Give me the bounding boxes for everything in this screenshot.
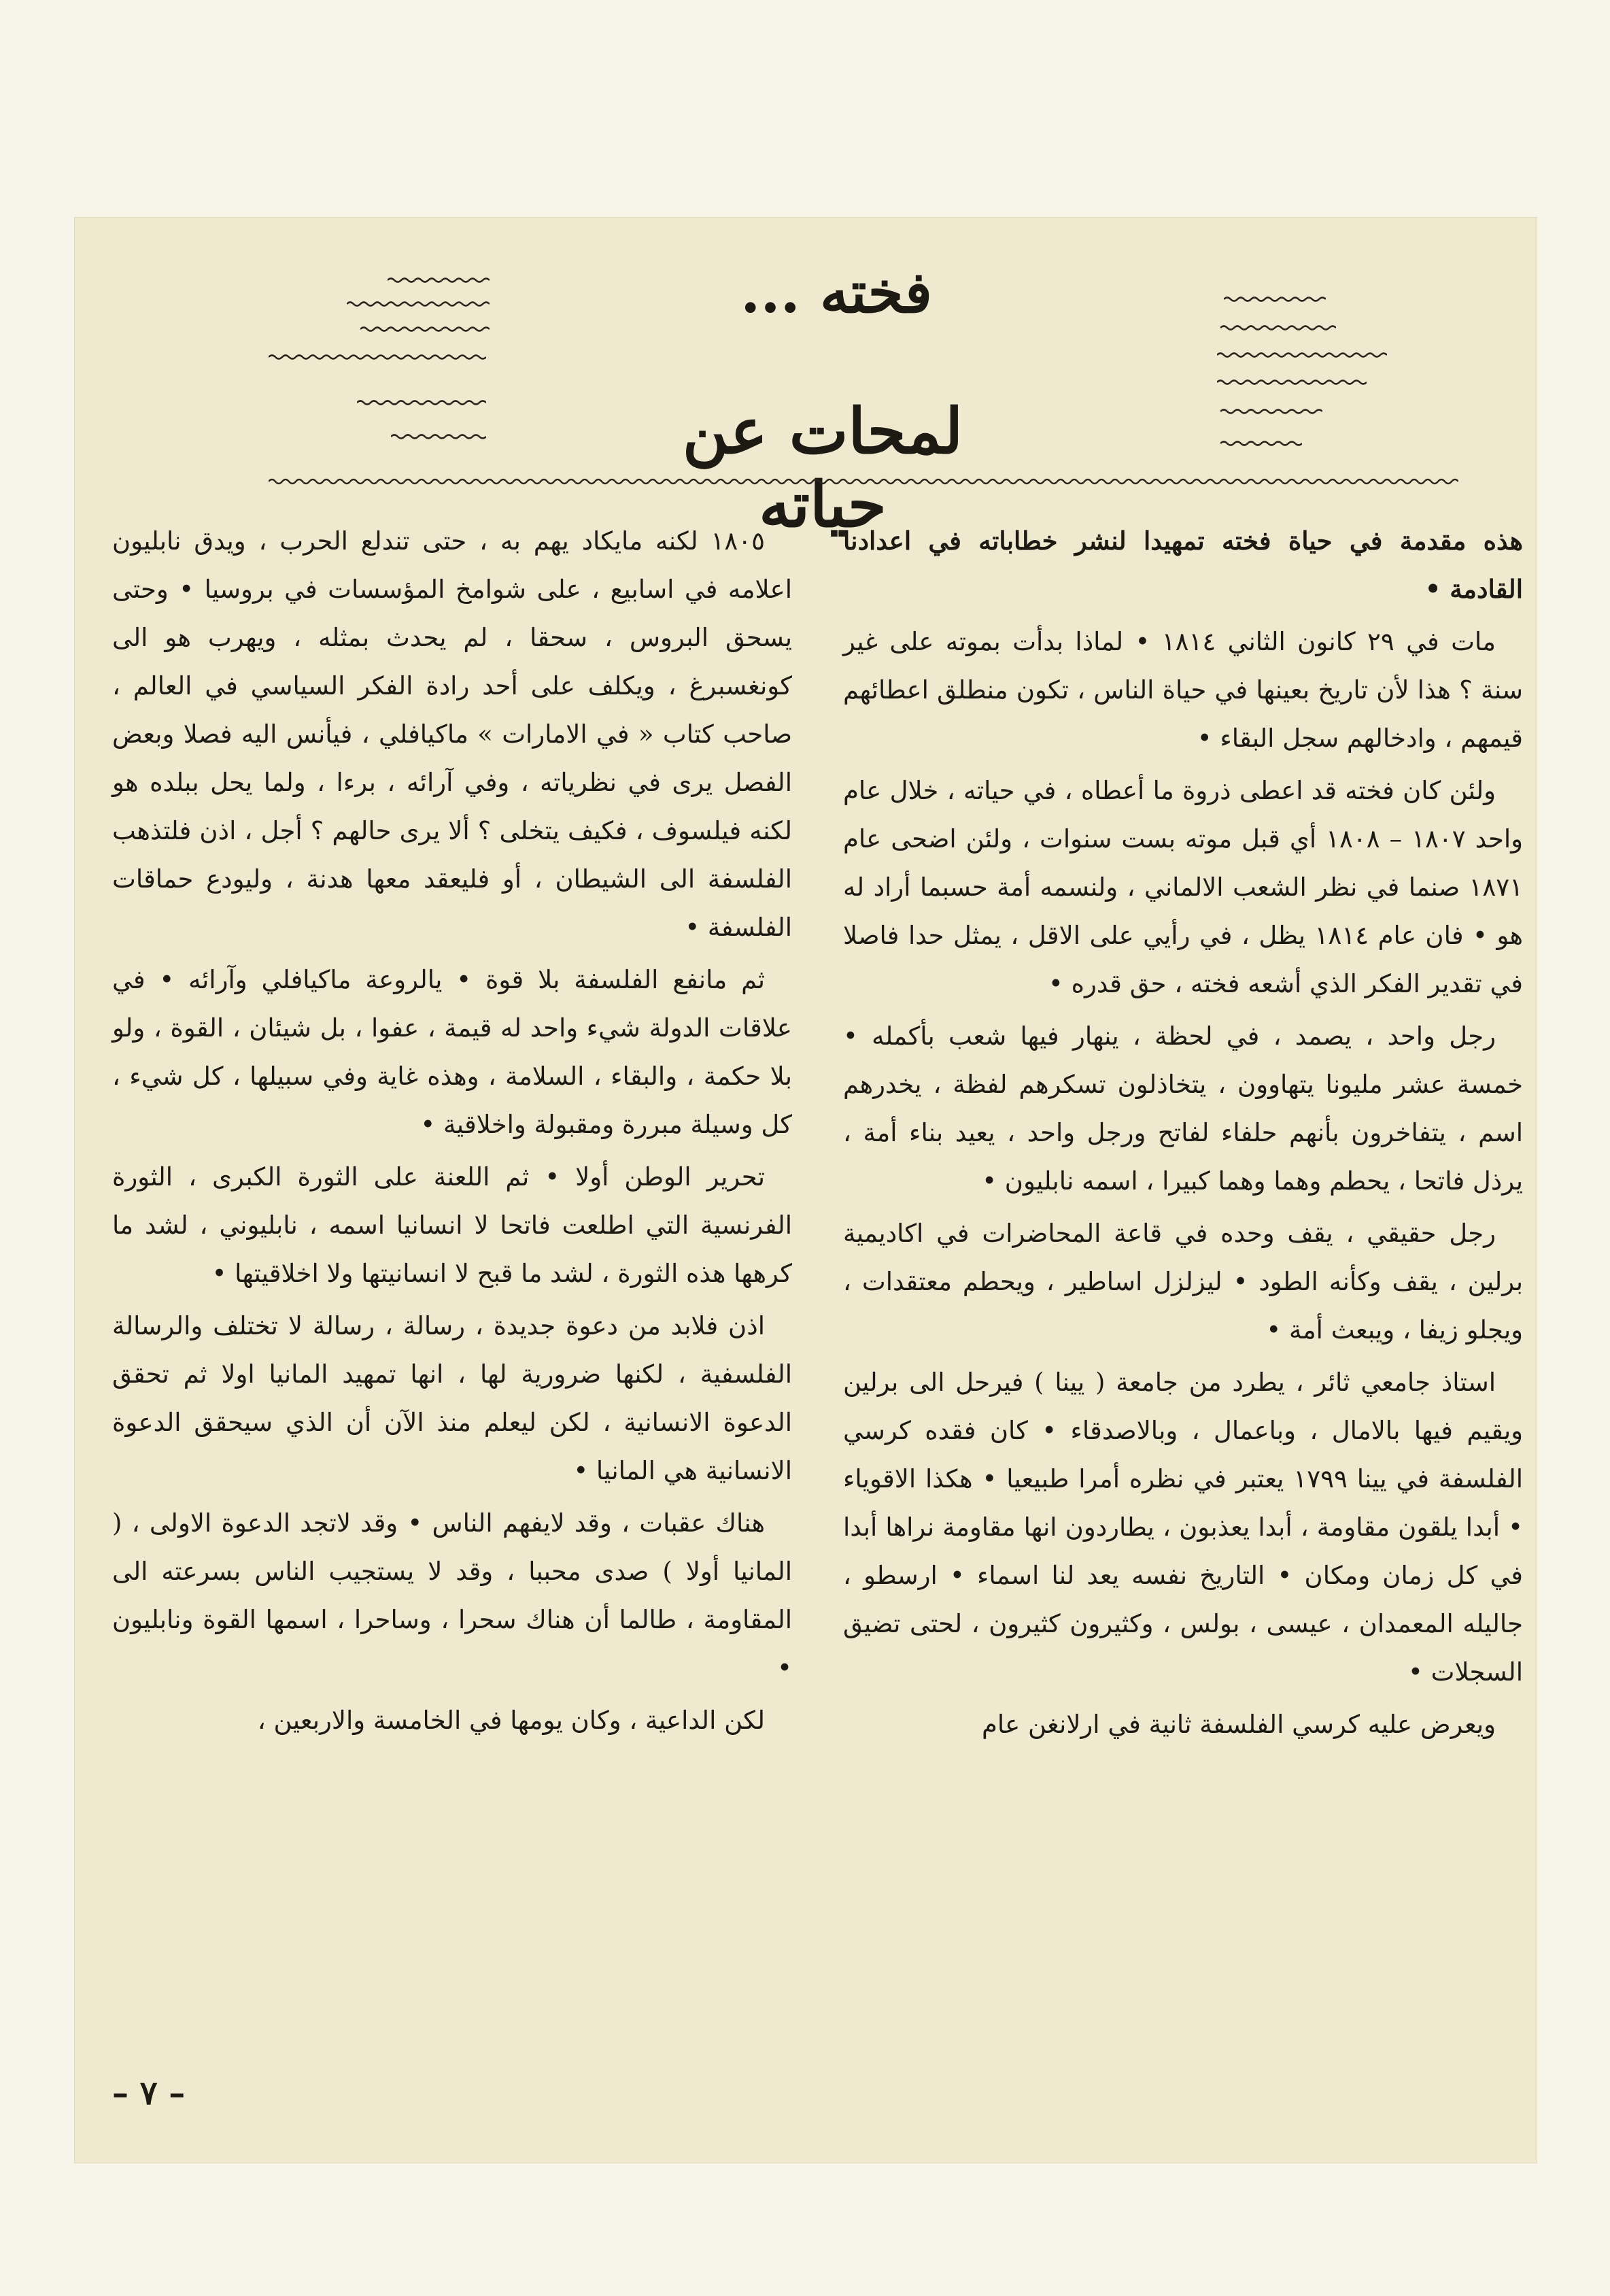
ornament-wave-left-4 <box>269 352 486 362</box>
body-paragraph: ثم مانفع الفلسفة بلا قوة • يالروعة ماكيافلي وآرائه • في علاقات الدولة شيء واحد له قيمة ، عفوا ، بل شيئان ، القوة ، ولو بلا حكمة ، والبقاء ، السلامة ، وهذه غاية وفي سبيلها ، كل شيء ، كل وسيلة مبررة ومقبولة واخلاقية • <box>112 965 792 1139</box>
body-paragraph: لكن الداعية ، وكان يومها في الخامسة والاربعين ، <box>257 1706 765 1735</box>
ornament-wave-right-4 <box>1217 377 1367 387</box>
ornament-wave-right-3 <box>1217 350 1387 360</box>
body-paragraph: ويعرض عليه كرسي الفلسفة ثانية في ارلانغن عام <box>982 1710 1496 1739</box>
intro-paragraph: هذه مقدمة في حياة فخته تمهيدا لنشر خطاباته في اعدادنا القادمة • <box>843 526 1523 604</box>
body-paragraph: رجل واحد ، يصمد ، في لحظة ، ينهار فيها شعب بأكمله • خمسة عشر مليونا يتهاوون ، يتخاذلون تسكرهم لفظة ، يخدرهم اسم ، يتفاخرون بأنهم حلفاء لفاتح ورجل واحد ، يعيد بناء أمة ، يرذل فاتحا ، يحطم وهما وهما كبيرا ، اسمه نابليون • <box>843 1022 1523 1196</box>
ornament-wave-right-2 <box>1220 323 1336 333</box>
body-paragraph: ١٨٠٥ لكنه مايكاد يهم به ، حتى تندلع الحرب ، ويدق نابليون اعلامه في اسابيع ، على شوامخ المؤسسات في بروسيا • وحتى يسحق البروس ، سحقا ، لم يحدث بمثله ، ويهرب هو الى كونغسبرغ ، ويكلف على أحد رادة الفكر السياسي في العالم ، صاحب كتاب « في الامارات » ماكيافلي ، فيأنس اليه فصلا وبعض الفصل يرى في نظرياته ، وفي آرائه ، برءا ، ولما يحل ببلده هو لكنه فيلسوف ، فكيف يتخلى ؟ ألا يرى حالهم ؟ أجل ، اذن فلتذهب الفلسفة الى الشيطان ، أو فليعقد معها هدنة ، وليودع حماقات الفلسفة • <box>112 526 792 942</box>
article-title: فخته ... <box>740 258 932 326</box>
ornament-wave-left-5 <box>357 398 486 407</box>
ornament-wave-left-2 <box>347 299 490 309</box>
body-paragraph: رجل حقيقي ، يقف وحده في قاعة المحاضرات في اكاديمية برلين ، يقف وكأنه الطود • ليزلزل اساطير ، ويحطم معتقدات ، ويجلو زيفا ، ويبعث أمة • <box>843 1219 1523 1345</box>
body-paragraph: ولئن كان فخته قد اعطى ذروة ما أعطاه ، في حياته ، خلال عام واحد ١٨٠٧ – ١٨٠٨ أي قبل موته بست سنوات ، ولئن اضحى عام ١٨٧١ صنما في نظر الشعب الالماني ، ولنسمه أمة حسبما أراد له هو • فان عام ١٨١٤ يظل ، في رأيي على الاقل ، يمثل حدا فاصلا في تقدير الفكر الذي أشعه فخته ، حق قدره • <box>843 776 1524 998</box>
page-number: – ٧ – <box>112 2074 186 2112</box>
body-paragraph: هناك عقبات ، وقد لايفهم الناس • وقد لاتجد الدعوة الاولى ، ( المانيا أولا ) صدى محببا ، وقد لا يستجيب الناس بسرعته الى المقاومة ، طالما أن هناك سحرا ، وساحرا ، اسمها القوة ونابليون • <box>112 1508 792 1683</box>
text-column-left <box>112 517 792 2067</box>
header-divider <box>269 476 1458 487</box>
ornament-wave-left-3 <box>360 324 490 334</box>
ornament-wave-right-5 <box>1220 407 1322 416</box>
article-subtitle: لمحات عن حياته <box>682 394 963 541</box>
text-column-right <box>843 517 1523 2067</box>
ornament-wave-right-6 <box>1220 439 1302 448</box>
ornament-wave-left-6 <box>391 432 486 441</box>
ornament-wave-left-1 <box>388 275 490 285</box>
body-paragraph: اذن فلابد من دعوة جديدة ، رسالة ، رسالة لا تختلف والرسالة الفلسفية ، لكنها ضرورية لها ، انها تمهيد المانيا اولا ثم تحقق الدعوة الانسانية ، لكن ليعلم منذ الآن أن الذي سيحقق الدعوة الانسانية هي المانيا • <box>112 1311 792 1485</box>
ornament-wave-right-1 <box>1224 294 1326 304</box>
body-paragraph: تحرير الوطن أولا • ثم اللعنة على الثورة الكبرى ، الثورة الفرنسية التي اطلعت فاتحا لا انسانيا اسمه ، نابليوني ، لشد ما كرهها هذه الثورة ، لشد ما قبح لا انسانيتها ولا اخلاقيتها • <box>112 1162 792 1288</box>
body-paragraph: استاذ جامعي ثائر ، يطرد من جامعة ( يينا ) فيرحل الى برلين ويقيم فيها بالامال ، وباعمال ، وبالاصدقاء • كان فقده كرسي الفلسفة في يينا ١٧٩٩ يعتبر في نظره أمرا طبيعيا • هكذا الاقوياء • أبدا يلقون مقاومة ، أبدا يعذبون ، يطاردون انها مقاومة نراها أبدا في كل زمان ومكان • التاريخ نفسه يعد لنا اسماء • ارسطو ، جاليله المعمدان ، عيسى ، بولس ، وكثيرون كثيرون ، لحتى تضيق السجلات • <box>843 1368 1523 1687</box>
body-paragraph: مات في ٢٩ كانون الثاني ١٨١٤ • لماذا بدأت بموته على غير سنة ؟ هذا لأن تاريخ بعينها في حياة الناس ، تكون منطلق اعطائهم قيمهم ، وادخالهم سجل البقاء • <box>843 627 1523 753</box>
